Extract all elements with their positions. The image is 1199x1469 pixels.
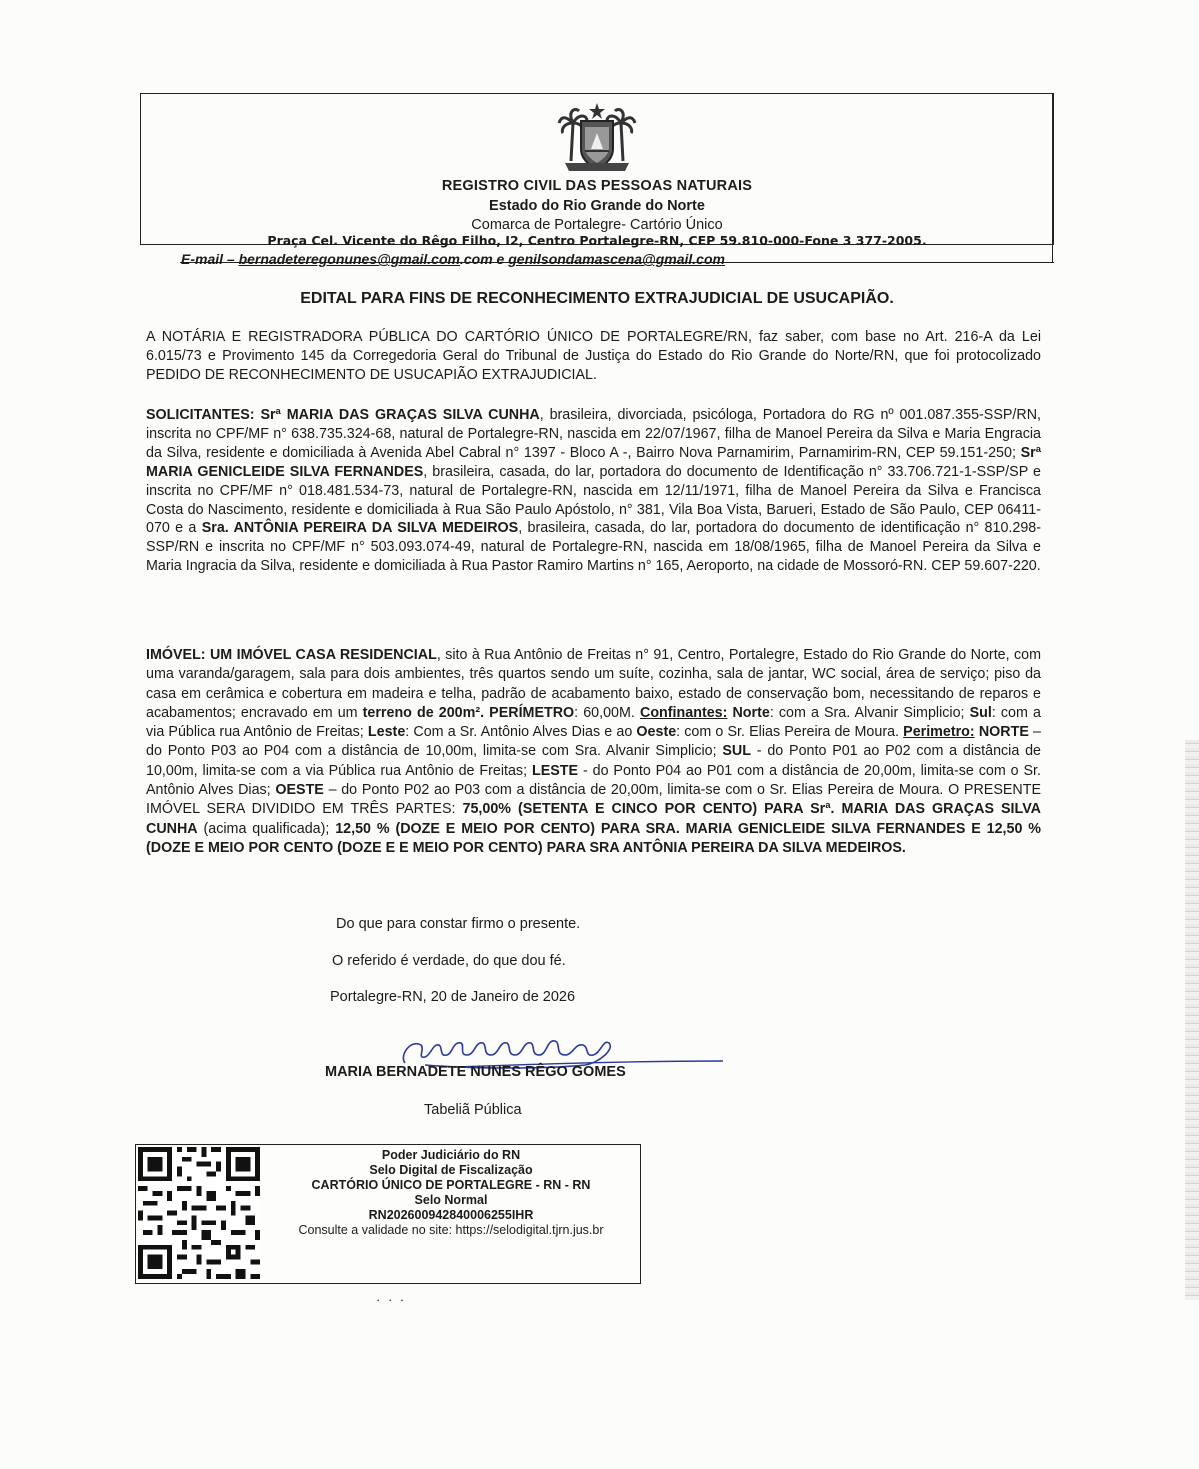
terreno-area: terreno de 200m². — [362, 704, 485, 721]
signer-role: Tabeliã Pública — [424, 1102, 522, 1118]
oeste-label: Oeste — [636, 724, 677, 741]
qr-code-icon[interactable] — [137, 1147, 261, 1279]
registry-title: REGISTRO CIVIL DAS PESSOAS NATURAIS — [441, 178, 753, 194]
perimetro-value: : 60,00M. — [574, 704, 635, 721]
solicitantes-paragraph — [146, 406, 1041, 576]
footer-mark: · · · — [376, 1292, 407, 1307]
leste-text: : Com a Sr. Antônio Alves Dias e ao — [405, 724, 633, 741]
perimetro-label: PERÍMETRO — [489, 704, 575, 721]
sul-text: : com a via Pública rua Antônio de Freitas; — [146, 704, 1041, 741]
email-joiner: .com — [459, 251, 493, 267]
seal-kind: Selo Normal — [414, 1193, 488, 1207]
leste-label: Leste — [367, 724, 406, 741]
oeste-2-label: OESTE — [275, 782, 324, 799]
seal-authority: Poder Judiciário do RN — [381, 1148, 521, 1162]
closing-line-1: Do que para constar firmo o presente. — [336, 916, 581, 932]
intro-paragraph: A NOTÁRIA E REGISTRADORA PÚBLICA DO CARTÓRIO ÚNICO DE PORTALEGRE/RN, faz saber, com base no Art. 216-A da Lei 6.015/73 e Provimento 145 da Corregedoria Geral do Tribunal de Justiça do Estado do Rio Grande do Norte/RN, que foi protocolizado PEDIDO DE RECONHECIMENTO DE USUCAPIÃO EXTRAJUDICIAL. — [146, 329, 1041, 383]
closing-line-2: O referido é verdade, do que dou fé. — [332, 953, 566, 969]
page-edge-shadow — [1185, 740, 1199, 1300]
solicitante-1-details: , brasileira, divorciada, psicóloga, Portadora do RG nº 001.087.355-SSP/RN, inscrita no CPF/MF n° 638.735.324-68, natural de Portalegre-RN, nascida em 22/07/1967, filha de Manoel Pereira da Silva e Maria Engracia da Silva, residente e domiciliada à Avenida Abel Cabral n° 1397 - Bloco A -, Bairro Nova Parnamirim, Parnamirim-RN, CEP 59.151-250; — [146, 407, 1041, 461]
imovel-paragraph — [146, 646, 1041, 858]
imovel-description: , sito à Rua Antônio de Freitas n° 91, Centro, Portalegre, Estado do Rio Grande do Norte, com uma varanda/garagem, sala para dois ambientes, três quartos sendo um suíte, cozinha, sala de jantar, WC social, área de serviço; piso da casa em cerâmica e cobertura em madeira e telha, padrão de acabamento baixo, estado de conservação bom, necessitando de reparos e acabamentos; encravado em um — [146, 647, 1041, 721]
solicitante-2-details: , brasileira, casada, do lar, portadora do documento de Identificação n° 33.706.721-1-SSP/SP e inscrita no CPF/MF n° 018.481.534-73, natural de Portalegre-RN, nascida em 12/11/1971, filha de Manoel Pereira da Silva e Francisca Costa do Nascimento, residente e domiciliada à Rua São Paulo Apóstolo, n° 381, Vila Boa Vista, Barueri, Estado de São Paulo, CEP 06411-070 e a — [146, 463, 1041, 537]
norte-text: : com a Sra. Alvanir Simplicio; — [769, 704, 965, 721]
email-line — [181, 251, 725, 267]
confinantes-label: Confinantes: — [640, 704, 728, 721]
imovel-label: IMÓVEL: UM IMÓVEL CASA RESIDENCIAL — [146, 647, 437, 663]
share-2: 12,50 % (DOZE E MEIO POR CENTO) PARA SRA. MARIA GENICLEIDE SILVA FERNANDES E 12,50 % (DOZE E MEIO POR CENTO (DOZE E E MEIO POR CENTO) PARA SRA ANTÔNIA PEREIRA DA SILVA MEDEIROS. — [146, 820, 1041, 856]
email-link-2[interactable]: genilsondamascena@gmail.com — [508, 251, 725, 267]
oeste-2-text: – do Ponto P02 ao P03 com a distância de 20,00m, limita-se com o Sr. Elias Pereira de Moura. O PRESENTE IMÓVEL SERA DIVIDIDO EM TRÊS PARTES: — [146, 782, 1041, 818]
leste-2-text: - do Ponto P04 ao P01 com a distância de 20,00m, limita-se com o Sr. Antônio Alves Dias; — [146, 762, 1041, 799]
sul-2-label: SUL — [722, 743, 751, 760]
document-title: EDITAL PARA FINS DE RECONHECIMENTO EXTRAJUDICIAL DE USUCAPIÃO. — [300, 290, 894, 307]
signer-name: MARIA BERNADETE NUNES RÊGO GOMES — [325, 1064, 626, 1080]
oeste-text: : com o Sr. Elias Pereira de Moura. — [676, 724, 900, 741]
solicitante-1-name: Srª MARIA DAS GRAÇAS SILVA CUNHA — [260, 407, 540, 423]
share-1-note: (acima qualificada); — [203, 820, 330, 837]
place-date: Portalegre-RN, 20 de Janeiro de 2026 — [330, 989, 576, 1005]
norte-2-label: NORTE — [978, 724, 1029, 741]
seal-code: RN202600942840006255IHR — [368, 1208, 534, 1222]
seal-validation-link[interactable]: Consulte a validade no site: https://selodigital.tjrn.jus.br — [298, 1223, 604, 1237]
sul-label: Sul — [969, 704, 992, 721]
solicitantes-label: SOLICITANTES: — [146, 407, 255, 423]
leste-2-label: LESTE — [531, 762, 579, 779]
state-line: Estado do Rio Grande do Norte — [489, 198, 705, 214]
solicitante-3-name: Sra. ANTÔNIA PEREIRA DA SILVA MEDEIROS — [201, 520, 519, 537]
coat-of-arms-icon — [557, 101, 637, 173]
email-label: E-mail – — [181, 251, 235, 267]
sul-2-text: - do Ponto P01 ao P02 com a distância de 10,00m, limita-se com a via Pública rua Antônio de Freitas; — [146, 743, 1041, 779]
seal-type: Selo Digital de Fiscalização — [369, 1163, 533, 1177]
address-line: Praça Cel. Vicente do Rêgo Filho, I2, Centro Portalegre-RN, CEP 59.810-000-Fone 3 377-2005. — [267, 233, 927, 248]
perimetro-2-label: Perimetro: — [903, 724, 975, 741]
solicitante-3-details: , brasileira, casada, do lar, portadora do documento de identificação n° 810.298-SSP/RN e inscrita no CPF/MF n° 503.093.074-49, natural de Portalegre-RN, nascida em 18/08/1965, filha de Manoel Pereira da Silva e Maria Ingracia da Silva, residente e domiciliada à Rua Pastor Ramiro Martins n° 165, Aeroporto, na cidade de Mossoró-RN. CEP 59.607-220. — [146, 520, 1041, 575]
solicitante-2-name: Srª MARIA GENICLEIDE SILVA FERNANDES — [146, 444, 1041, 480]
share-1: 75,00% (SETENTA E CINCO POR CENTO) PARA Srª. MARIA DAS GRAÇAS SILVA CUNHA — [146, 801, 1041, 837]
email-joiner-e: e — [496, 251, 505, 267]
seal-office: CARTÓRIO ÚNICO DE PORTALEGRE - RN - RN — [311, 1178, 591, 1192]
norte-2-text: – do Ponto P03 ao P04 com a distância de 10,00m, limita-se com Sra. Alvanir Simplicio; — [146, 724, 1041, 760]
norte-label: Norte — [732, 704, 770, 721]
comarca-line: Comarca de Portalegre- Cartório Único — [471, 217, 723, 233]
email-link-1[interactable]: bernadeteregonunes@gmail.com — [238, 251, 460, 267]
